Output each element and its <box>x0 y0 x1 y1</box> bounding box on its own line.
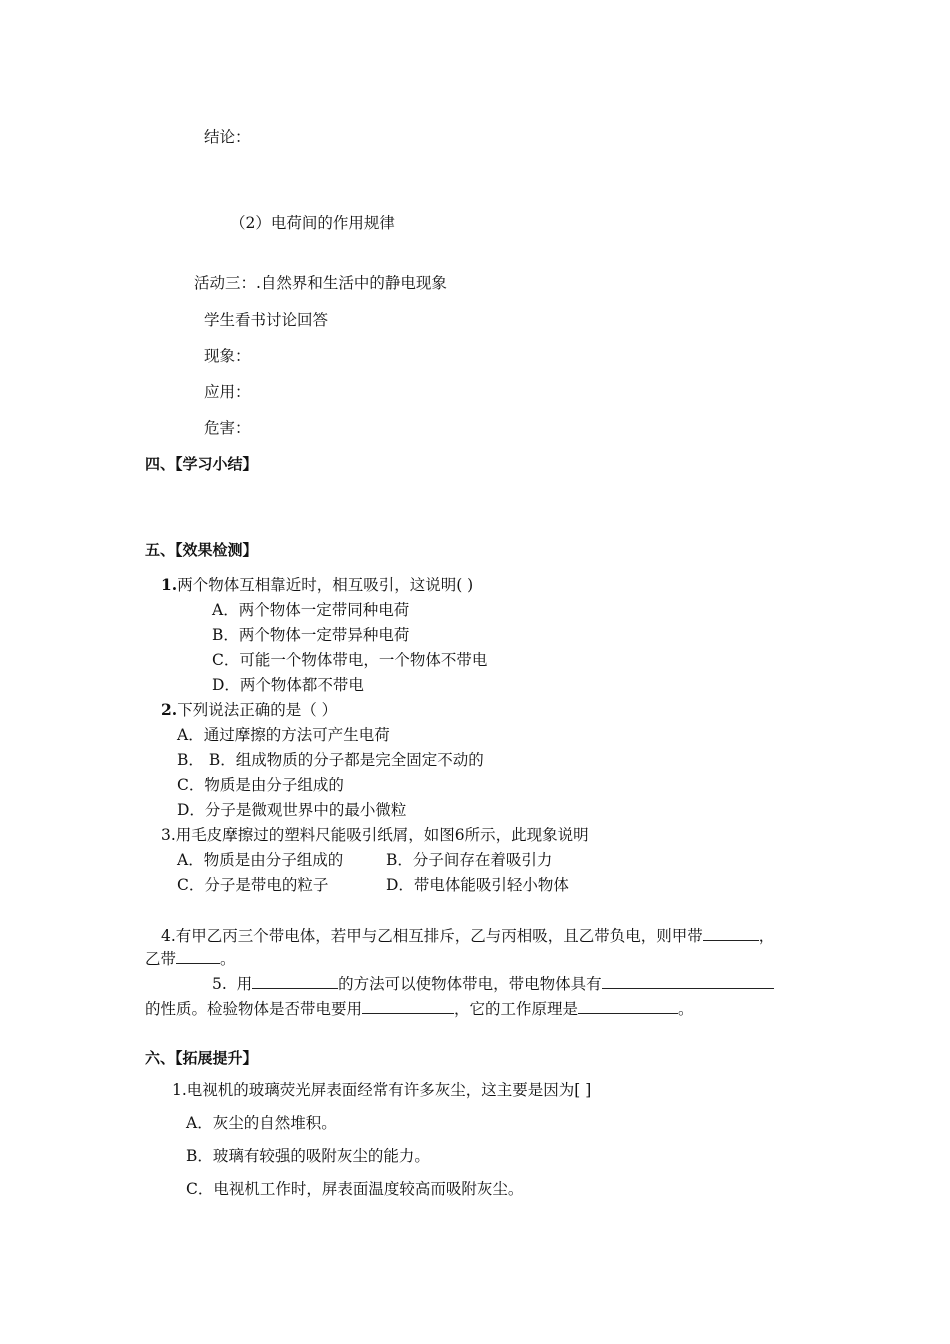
test-q5-part4: ，它的工作原理是 <box>454 1000 579 1018</box>
section-summary-heading: 四、【学习小结】 <box>145 455 258 473</box>
extension-q1-stem: 1.电视机的玻璃荧光屏表面经常有许多灰尘，这主要是因为[ ] <box>172 1081 592 1099</box>
application-label: 应用： <box>204 383 251 401</box>
test-q1-option-a: A．两个物体一定带同种电荷 <box>212 601 410 619</box>
test-q4-blank-b[interactable] <box>176 949 220 964</box>
test-q5-line2 <box>145 999 694 1019</box>
test-q4-line1 <box>161 926 774 946</box>
activity3-prompt: 学生看书讨论回答 <box>204 311 329 329</box>
test-q1-option-b: B．两个物体一定带异种电荷 <box>212 626 410 644</box>
extension-q1-option-c: C．电视机工作时，屏表面温度较高而吸附灰尘。 <box>186 1180 524 1198</box>
test-q5-number: 5. <box>212 975 227 993</box>
test-q4-line2-start: 乙带 <box>145 950 177 968</box>
test-q2-option-a: A．通过摩擦的方法可产生电荷 <box>177 726 390 744</box>
test-q2 <box>161 700 337 720</box>
test-q3-stem: 3.用毛皮摩擦过的塑料尺能吸引纸屑，如图6所示，此现象说明 <box>161 826 589 844</box>
charge-law-heading: （2）电荷间的作用规律 <box>230 214 395 232</box>
test-q4-blank-a[interactable] <box>703 926 759 941</box>
activity3-title: 活动三：.自然界和生活中的静电现象 <box>194 274 447 292</box>
test-q2-stem: 下列说法正确的是（ ） <box>177 701 338 719</box>
test-q3-option-d: D．带电体能吸引轻小物体 <box>386 876 569 894</box>
test-q4-comma: ， <box>758 927 775 945</box>
test-q2-option-b: B． B．组成物质的分子都是完全固定不动的 <box>177 751 484 769</box>
test-q2-option-d: D．分子是微观世界中的最小微粒 <box>177 801 407 819</box>
test-q5-blank-property[interactable] <box>602 974 774 989</box>
test-q1-option-d: D．两个物体都不带电 <box>212 676 364 694</box>
conclusion-label: 结论： <box>204 128 251 146</box>
test-q5-part2: 的方法可以使物体带电，带电物体具有 <box>338 975 602 993</box>
test-q5-part1: 用 <box>236 975 253 993</box>
test-q4-line2 <box>145 949 236 969</box>
test-q3-option-c: C．分子是带电的粒子 <box>177 876 329 894</box>
extension-q1-option-b: B．玻璃有较强的吸附灰尘的能力。 <box>186 1147 430 1165</box>
phenomenon-label: 现象： <box>204 347 251 365</box>
section-extension-heading: 六、【拓展提升】 <box>145 1049 258 1067</box>
test-q2-number: 2. <box>161 700 178 719</box>
test-q4-end: 。 <box>220 950 236 968</box>
test-q1 <box>161 575 473 595</box>
test-q5-end: 。 <box>678 1000 694 1018</box>
harm-label: 危害： <box>204 419 251 437</box>
test-q3-option-a: A．物质是由分子组成的 <box>177 851 344 869</box>
test-q1-option-c: C．可能一个物体带电，一个物体不带电 <box>212 651 488 669</box>
test-q4-text: 4.有甲乙丙三个带电体，若甲与乙相互排斥，乙与丙相吸，且乙带负电，则甲带 <box>161 927 703 945</box>
test-q2-option-c: C．物质是由分子组成的 <box>177 776 344 794</box>
test-q5-blank-device[interactable] <box>362 999 454 1014</box>
test-q5-blank-principle[interactable] <box>578 999 678 1014</box>
test-q5-part3: 的性质。检验物体是否带电要用 <box>145 1000 363 1018</box>
extension-q1-option-a: A．灰尘的自然堆积。 <box>186 1114 337 1132</box>
test-q1-stem: 两个物体互相靠近时，相互吸引，这说明( ) <box>177 576 474 594</box>
test-q5-line1 <box>212 974 774 994</box>
section-test-heading: 五、【效果检测】 <box>145 541 258 559</box>
test-q3-option-b: B．分子间存在着吸引力 <box>386 851 553 869</box>
test-q1-number: 1. <box>161 575 178 594</box>
test-q5-blank-method[interactable] <box>252 974 338 989</box>
